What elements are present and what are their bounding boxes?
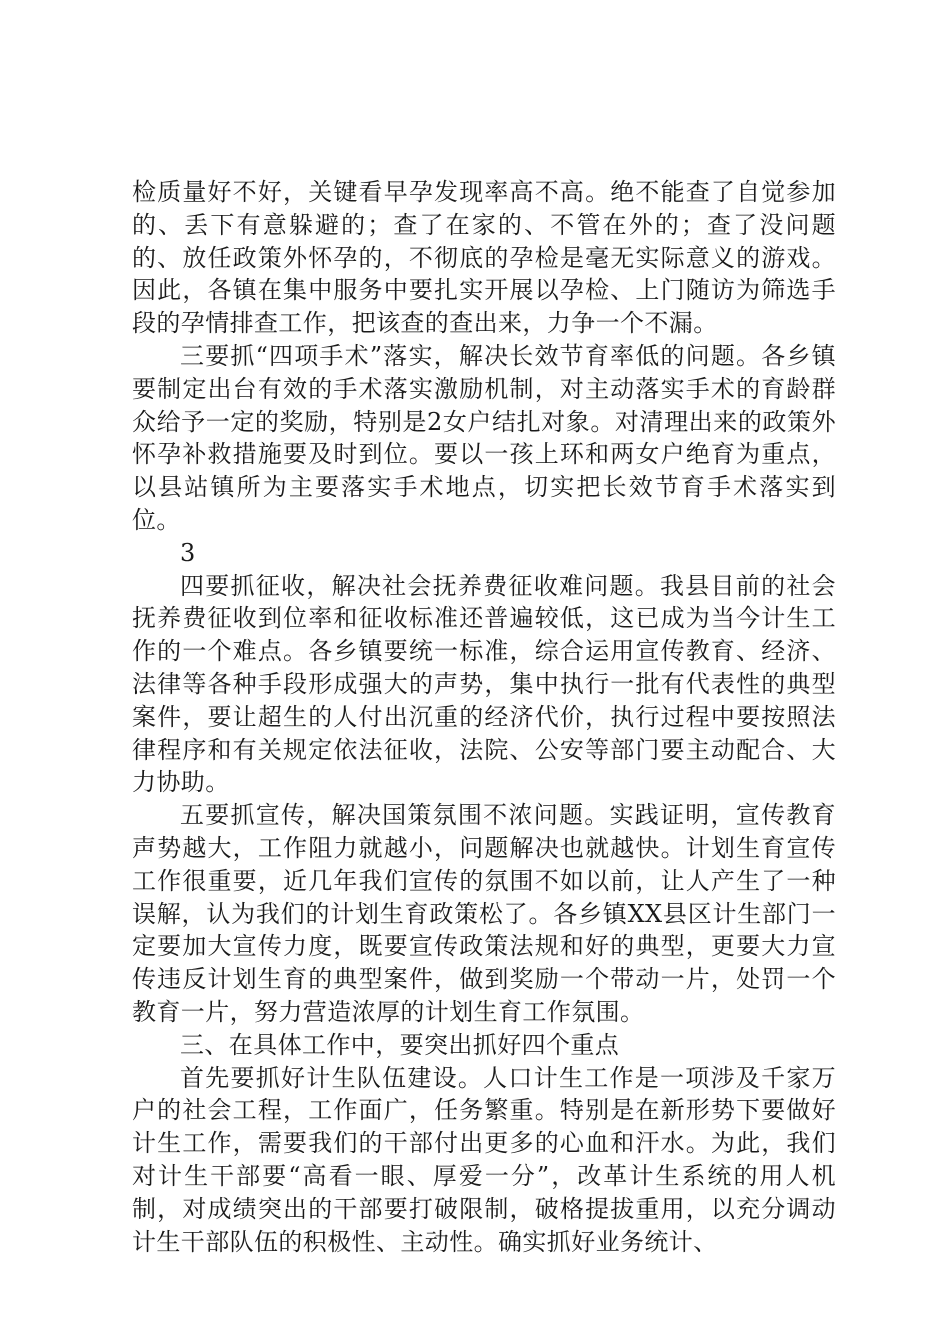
paragraph-pregnancy-check: 检质量好不好，关键看早孕发现率高不高。绝不能查了自觉参加的、丢下有意躲避的；查了在家的、不管在外的；查了没问题的、放任政策外怀孕的，不彻底的孕检是毫无实际意义的游戏。因此，各镇在集中服务中要扎实开展以孕检、上门随访为筛选手段的孕情排查工作，把该查的查出来，力争一个不漏。 — [132, 178, 836, 338]
paragraph-publicity: 五要抓宣传，解决国策氛围不浓问题。实践证明，宣传教育声势越大，工作阻力就越小，问题解决也就越快。计划生育宣传工作很重要，近几年我们宣传的氛围不如以前，让人产生了一种误解，认为我们的计划生育政策松了。各乡镇XX县区计生部门一定要加大宣传力度，既要宣传政策法规和好的典型，更要大力宣传违反计划生育的典型案件，做到奖励一个带动一片，处罚一个教育一片，努力营造浓厚的计划生育工作氛围。 — [132, 801, 836, 1026]
page-number: 3 — [180, 538, 196, 567]
section-heading-four-priorities: 三、在具体工作中，要突出抓好四个重点 — [180, 1030, 620, 1059]
paragraph-fee-collection: 四要抓征收，解决社会抚养费征收难问题。我县目前的社会抚养费征收到位率和征收标准还普遍较低，这已成为当今计生工作的一个难点。各乡镇要统一标准，综合运用宣传教育、经济、法律等各种手段形成强大的声势，集中执行一批有代表性的典型案件，要让超生的人付出沉重的经济代价，执行过程中要按照法律程序和有关规定依法征收，法院、公安等部门要主动配合、大力协助。 — [132, 571, 836, 797]
paragraph-team-building: 首先要抓好计生队伍建设。人口计生工作是一项涉及千家万户的社会工程，工作面广，任务繁重。特别是在新形势下要做好计生工作，需要我们的干部付出更多的心血和汗水。为此，我们对计生干部要“高看一眼、厚爱一分”，改革计生系统的用人机制，对成绩突出的干部要打破限制，破格提拔重用，以充分调动计生干部队伍的积极性、主动性。确实抓好业务统计、 — [132, 1063, 836, 1256]
paragraph-four-surgeries: 三要抓“四项手术”落实，解决长效节育率低的问题。各乡镇要制定出台有效的手术落实激励机制，对主动落实手术的育龄群众给予一定的奖励，特别是2女户结扎对象。对清理出来的政策外怀孕补救措施要及时到位。要以一孩上环和两女户绝育为重点，以县站镇所为主要落实手术地点，切实把长效节育手术落实到位。 — [132, 341, 836, 534]
document-page — [132, 176, 836, 1258]
